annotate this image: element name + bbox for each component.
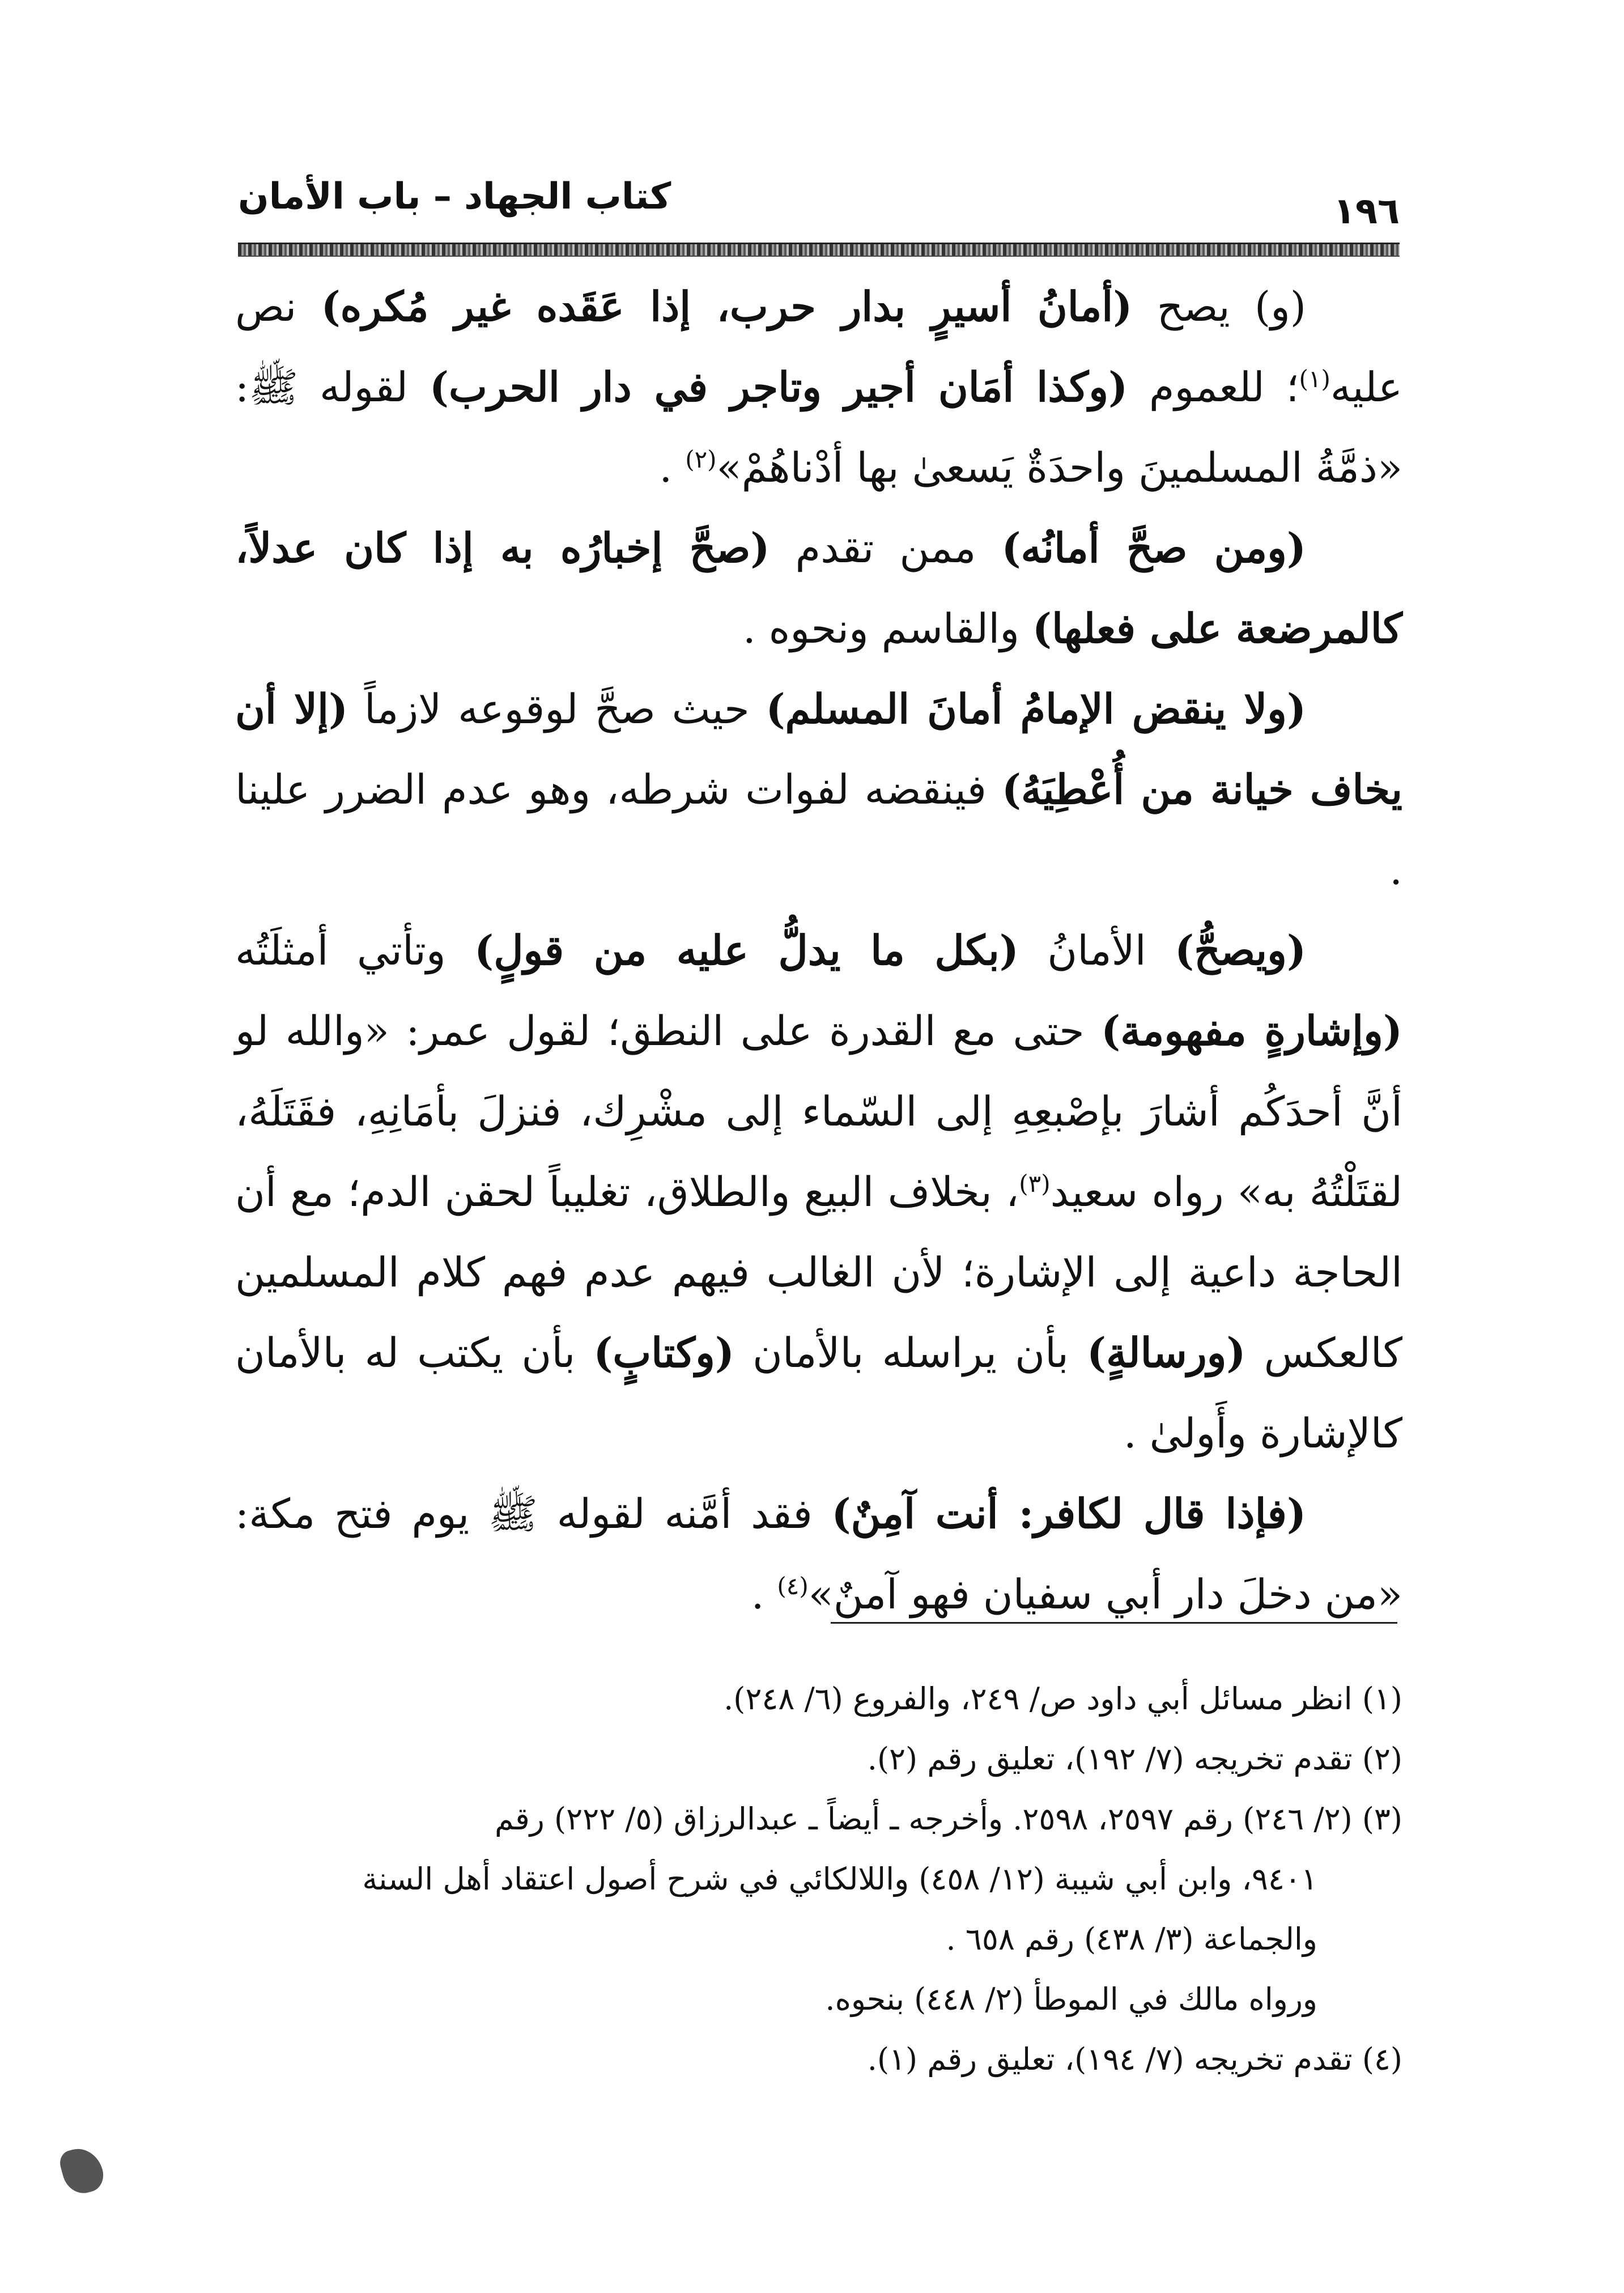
footnote-4: (٤) تقدم تخريجه (٧/ ١٩٤)، تعليق رقم (١). <box>867 2041 1402 2077</box>
text-run: حيث صحَّ لوقوعه لازماً <box>348 685 766 733</box>
text-run: بأن يراسله بالأمان <box>734 1329 1087 1377</box>
matn-text: (إلا أن يخاف خيانة من أُعْطِيَهُ) <box>235 685 1402 813</box>
text-run: نص عليه <box>235 283 1402 411</box>
text-run: حتى مع القدرة على النطق؛ لقول عمر: «والله لو أنَّ أحدَكُم أشارَ بإصْبعِهِ إلى السّماء إلى مشْرِك، فنزلَ بأمَانِهِ، فقَتَلَهُ، لقتَلْتُهُ به» رواه سعيد <box>235 1007 1403 1216</box>
text-run: ؛ للعموم <box>1128 363 1299 411</box>
text-run: فقد أمَّنه لقوله ﷺ يوم فتح مكة: «من دخلَ دار أبي سفيان فهو آمنٌ» <box>235 1490 1402 1618</box>
matn-text: (وإشارةٍ مفهومة) <box>1101 1007 1402 1055</box>
text-run: فينقضه لفوات شرطه، وهو عدم الضرر علينا . <box>235 766 1402 894</box>
footnote-3-continued: ٩٤٠١، وابن أبي شيبة (١٢/ ٤٥٨) واللالكائي في شرح أصول اعتقاد أهل السنة <box>362 1861 1317 1897</box>
matn-text: (وكذا أمَان أجير وتاجر في دار الحرب) <box>429 363 1128 411</box>
page-number: ١٩٦ <box>1333 190 1400 232</box>
matn-text: (ومن صحَّ أمانُه) <box>1001 524 1306 572</box>
footnote-ref-3[interactable]: (٣) <box>1019 1170 1051 1198</box>
text-run: والقاسم ونحوه . <box>742 605 1032 652</box>
footnote-ref-4[interactable]: (٤) <box>777 1572 809 1600</box>
paragraph-2 <box>235 508 1402 669</box>
text-run: . <box>751 1570 777 1618</box>
text-run: وتأتي أمثلَتُه <box>235 927 475 974</box>
footnote-3-note: ورواه مالك في الموطأ (٢/ ٤٤٨) بنحوه. <box>825 1981 1317 2017</box>
paragraph-1 <box>235 266 1402 508</box>
page-header <box>238 170 1400 249</box>
matn-text: (صحَّ إخبارُه به إذا كان عدلاً، كالمرضعة على فعلها) <box>235 524 1402 652</box>
footnote-3: (٣) (٢/ ٢٤٦) رقم ٢٥٩٧، ٢٥٩٨. وأخرجه ـ أيضاً ـ عبدالرزاق (٥/ ٢٢٢) رقم <box>495 1801 1402 1837</box>
matn-text: (أمانُ أسيرٍ بدار حرب، إذا عَقَده غير مُكره) <box>321 282 1133 330</box>
main-text <box>235 266 1402 1634</box>
matn-text: (ولا ينقض الإمامُ أمانَ المسلم) <box>766 685 1307 733</box>
text-run: . <box>659 444 686 491</box>
matn-text: (ورسالةٍ) <box>1087 1328 1246 1377</box>
scan-corner-mark <box>57 2143 107 2197</box>
text-run: الأمانُ <box>1018 927 1175 974</box>
text-run: ممن تقدم <box>770 524 1002 572</box>
footnote-2: (٢) تقدم تخريجه (٧/ ١٩٢)، تعليق رقم (٢). <box>867 1741 1402 1777</box>
paragraph-4 <box>235 910 1402 1474</box>
footnote-1: (١) انظر مسائل أبي داود ص/ ٢٤٩، والفروع (٦/ ٢٤٨). <box>724 1681 1402 1717</box>
footnote-3-continued: والجماعة (٣/ ٤٣٨) رقم ٦٥٨ . <box>946 1921 1317 1957</box>
header-rule <box>238 243 1400 257</box>
matn-text: (بكل ما يدلُّ عليه من قولٍ) <box>474 926 1019 974</box>
footnote-ref-2[interactable]: (٢) <box>685 445 717 473</box>
footnotes <box>235 1669 1402 2090</box>
running-title: كتاب الجهاد – باب الأمان <box>238 176 671 218</box>
text-run: ، بخلاف البيع والطلاق، تغليباً لحقن الدم؛ مع أن الحاجة داعية إلى الإشارة؛ لأن الغالب فيهم عدم فهم كلام المسلمين كالعكس <box>235 1168 1403 1377</box>
matn-text: (فإذا قال لكافر: أنت آمِنٌ) <box>831 1489 1307 1538</box>
text-run: (و) يصح <box>1132 283 1306 330</box>
text-run: بأن يكتب له بالأمان كالإشارة وأَولىٰ . <box>235 1329 1402 1457</box>
text-run: لقوله ﷺ: «ذمَّةُ المسلمينَ واحدَةٌ يَسعىٰ بها أدْناهُمْ» <box>235 363 1402 491</box>
matn-text: (ويصحُّ) <box>1175 926 1307 974</box>
paragraph-3 <box>235 669 1402 910</box>
footnote-ref-1[interactable]: (١) <box>1299 365 1330 393</box>
paragraph-5 <box>235 1474 1402 1634</box>
matn-text: (وكتابٍ) <box>593 1328 734 1377</box>
footnote-separator <box>831 1622 1397 1624</box>
